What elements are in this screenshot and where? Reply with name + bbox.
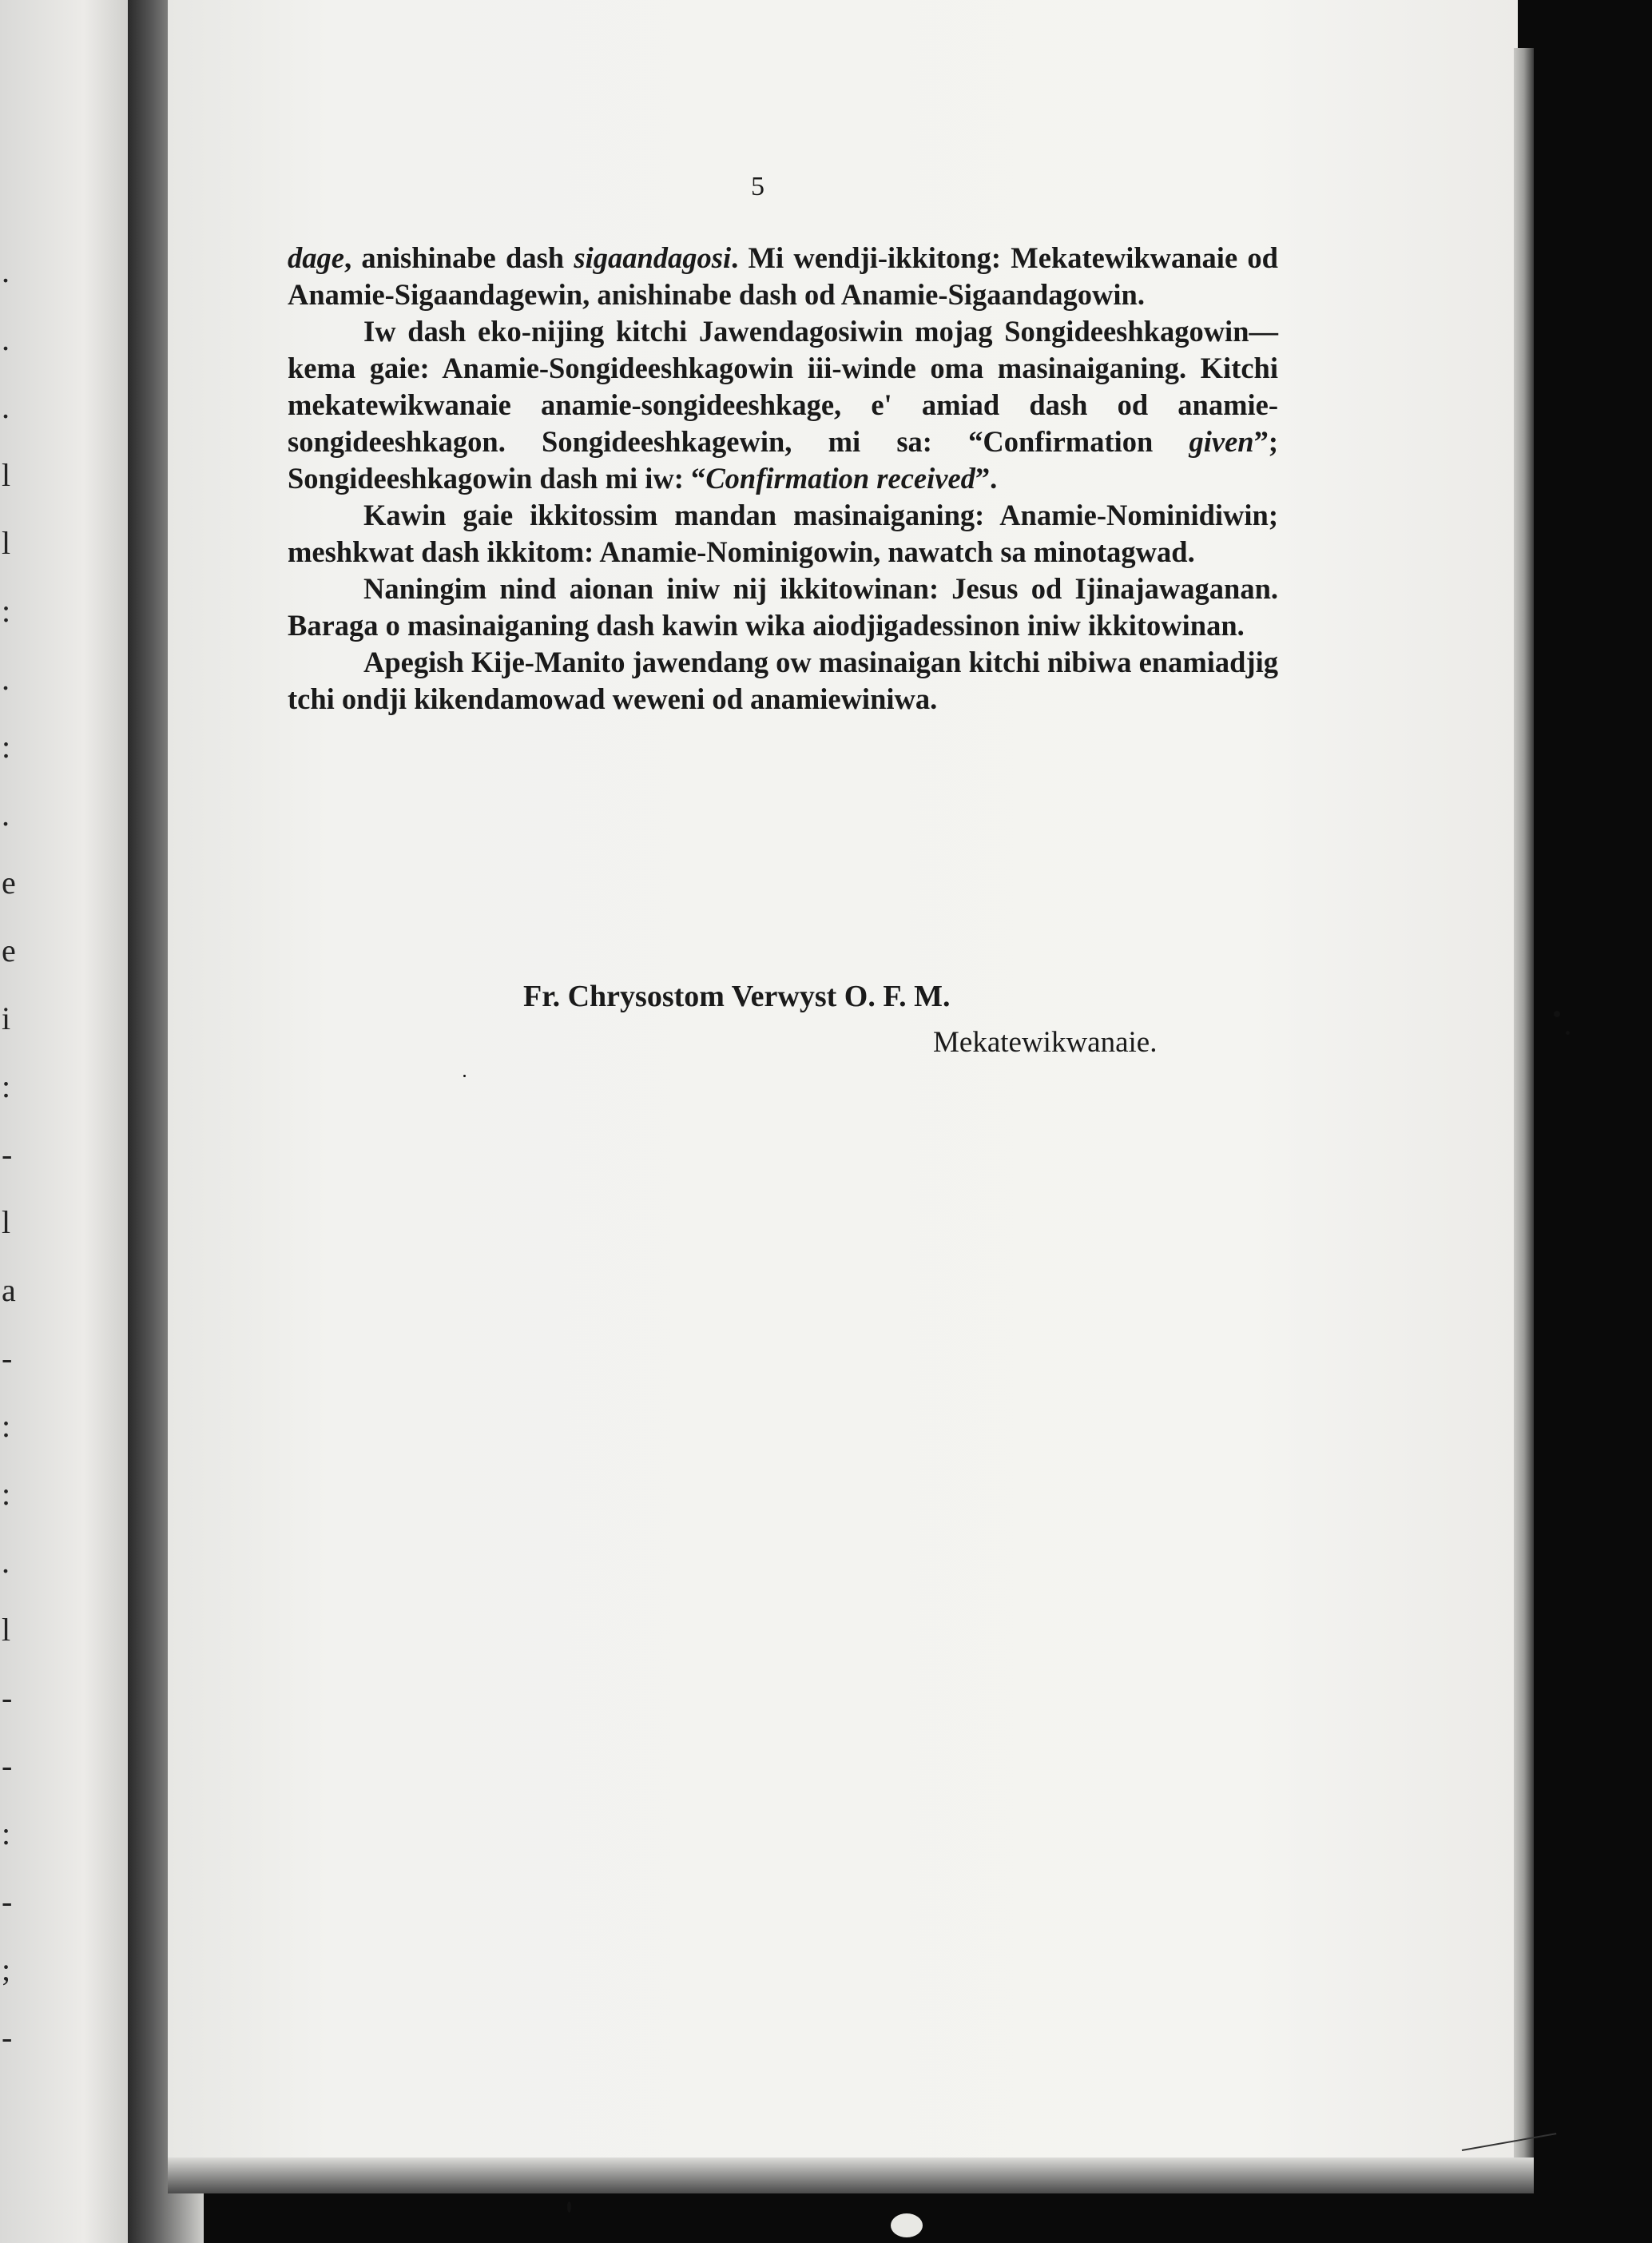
margin-mark: :: [2, 729, 11, 765]
margin-mark: -: [2, 1883, 13, 1919]
margin-mark: e: [2, 933, 16, 968]
text-segment: Confirmation received: [705, 462, 975, 495]
paragraph-5: [288, 644, 1278, 718]
margin-mark: l: [2, 525, 11, 561]
paragraph-3: [288, 497, 1278, 571]
text-segment: Apegish Kije-Manito jawendang ow masinaigan kitchi nibiwa enamiadjig tchi ondji kikendamowad weweni od anamiewiniwa.: [288, 646, 1278, 715]
page-edge-shadow: [1514, 48, 1534, 2157]
margin-mark: .: [2, 797, 10, 833]
page-number: 5: [751, 172, 764, 201]
margin-mark: .: [2, 321, 10, 357]
margin-mark: l: [2, 457, 11, 493]
margin-mark: ;: [2, 1951, 11, 1987]
page-body-text: [288, 240, 1278, 718]
margin-mark: i: [2, 1000, 11, 1036]
text-segment: ”.: [975, 462, 998, 495]
text-segment: dage: [288, 241, 344, 274]
margin-mark: :: [2, 1815, 11, 1851]
scan-speck: [1566, 1031, 1570, 1035]
margin-mark: l: [2, 1204, 11, 1240]
margin-mark: e: [2, 865, 16, 901]
scan-speck: [567, 2201, 571, 2213]
paragraph-4: [288, 571, 1278, 644]
paragraph-2: [288, 313, 1278, 497]
left-facing-page: [0, 0, 140, 2243]
margin-mark: a: [2, 1272, 16, 1308]
text-segment: . Mi wendji-ikkitong: Mekatewikwanaie od Anamie-Sigaandagewin, anishinabe dash od Anamie-Sigaandagowin.: [288, 241, 1278, 311]
margin-mark: :: [2, 593, 11, 629]
text-segment: Iw dash eko-nijing kitchi Jawendagosiwin mojag Songideeshkagowin—kema gaie: Anamie-Songideeshkagowin iii-winde oma masinaiganing. Kitchi mekatewikwanaie anamie-songideeshkage, e' amiad dash od anamie-songideeshkagon. Songideeshkagewin, mi sa: “Confirmation: [288, 315, 1278, 458]
text-segment: given: [1189, 425, 1254, 458]
margin-mark: :: [2, 1476, 11, 1512]
text-segment: , anishinabe dash: [344, 241, 574, 274]
scan-speck: [1554, 1011, 1560, 1017]
text-segment: ”; Songideeshkagowin dash mi iw: “: [288, 425, 1278, 495]
page-bottom-edge: [168, 2157, 1534, 2193]
scan-speck: [891, 2213, 923, 2237]
margin-mark: .: [2, 253, 10, 289]
margin-mark: .: [2, 389, 10, 425]
margin-mark: -: [2, 1748, 13, 1784]
scan-speck: [463, 1075, 466, 1077]
left-page-margin-marks: [0, 0, 16, 2243]
text-segment: Kawin gaie ikkitossim mandan masinaiganing: Anamie-Nominidiwin; meshkwat dash ikkitom: Anamie-Nominigowin, nawatch sa minotagwad.: [288, 499, 1278, 568]
author-title: Mekatewikwanaie.: [933, 1026, 1158, 1059]
margin-mark: :: [2, 1408, 11, 1444]
margin-mark: -: [2, 1680, 13, 1716]
margin-mark: .: [2, 1544, 10, 1580]
margin-mark: -: [2, 1136, 13, 1172]
paragraph-1: [288, 240, 1278, 313]
text-segment: Naningim nind aionan iniw nij ikkitowinan: Jesus od Ijinajawaganan. Baraga o masinaiganing dash kawin wika aiodjigadessinon iniw ikkitowinan.: [288, 572, 1278, 642]
margin-mark: .: [2, 661, 10, 697]
author-signature: Fr. Chrysostom Verwyst O. F. M.: [523, 980, 951, 1013]
margin-mark: :: [2, 1068, 11, 1104]
margin-mark: -: [2, 1340, 13, 1376]
margin-mark: -: [2, 2019, 13, 2055]
text-segment: sigaandagosi: [574, 241, 732, 274]
margin-mark: l: [2, 1612, 11, 1648]
